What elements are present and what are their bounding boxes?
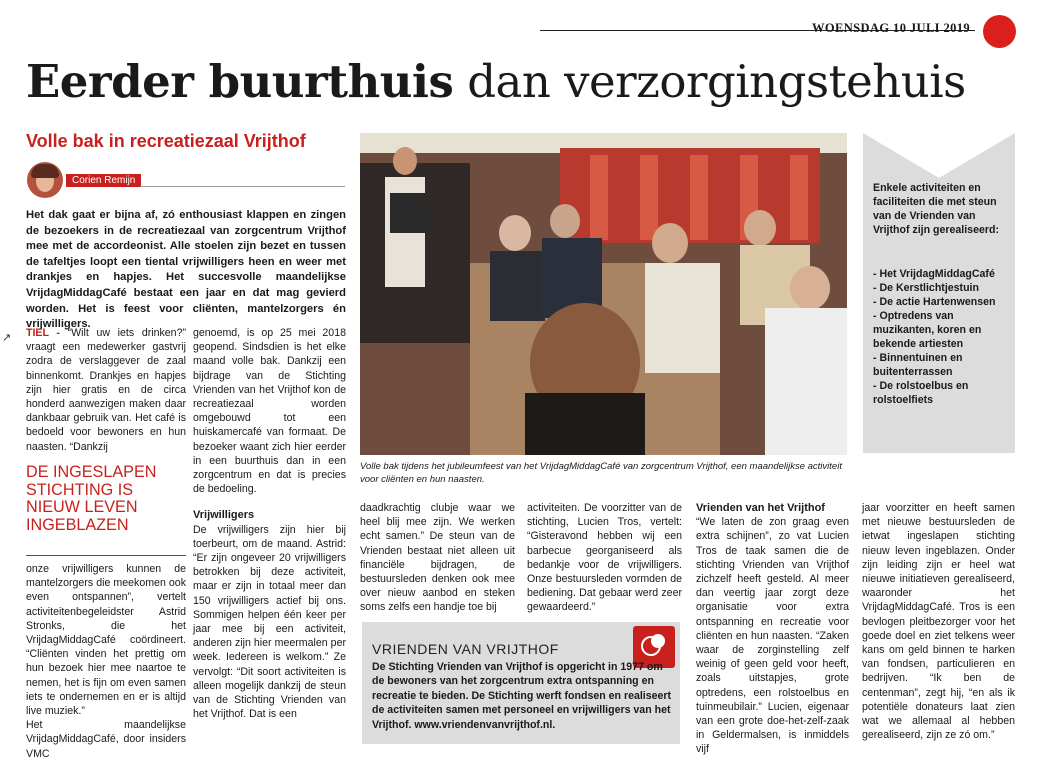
author-byline: Corien Remijn: [66, 174, 141, 187]
headline-bold: Eerder buurthuis: [26, 55, 454, 108]
col2-text-b: De vrijwilligers zijn hier bij toerbeurt, om de maand. Astrid: “Er zijn ongeveer 20 vrijwilligers betrokken bij deze activiteit, maar er zijn in totaal meer dan 150 vrijwilligers actief bij ons. Sommigen helpen één keer per jaar mee bij een activiteit, anderen zijn hier meermalen per week. Iedereen is welkom.” Ze vervolgt: “Dit soort activiteiten is alleen mogelijk dankzij de steun van de Stichting Vrienden van het Vrijthof. Dat is een: [193, 523, 346, 721]
speech-bubble-icon: i: [633, 626, 675, 668]
sidebar-list: [873, 267, 1013, 407]
pull-quote-rule: [26, 555, 186, 556]
list-item: - Het VrijdagMiddagCafé: [873, 268, 995, 280]
info-box-title: VRIENDEN VAN VRIJTHOF: [372, 641, 559, 657]
column-4: activiteiten. De voorzitter van de stichting, Lucien Tros, vertelt: “Gisteravond hebben wij een barbecue georganiseerd als bedankje voor de vrijwilligers. Onze bestuursleden vormden de bediening. Dat gebaar werd zeer gewaardeerd.”: [527, 502, 682, 614]
col5-heading: Vrienden van het Vrijthof: [696, 502, 825, 514]
sidebar-notch: [863, 133, 1015, 178]
column-1-top: [26, 326, 186, 454]
publication-date: WOENSDAG 10 JULI 2019: [812, 21, 971, 35]
headline: [26, 52, 966, 112]
article-subhead: Volle bak in recreatiezaal Vrijthof: [26, 131, 306, 151]
cursor-icon: ↗: [2, 332, 12, 344]
article-intro: Het dak gaat er bijna af, zó enthousiast klappen en zingen de bezoekers in de recreatiezaal van zorgcentrum Vrijthof mee met de accordeonist. Alle stoelen zijn bezet en tussen de tafeltjes loopt een tiental vrijwilligers heen en weer met drankjes en hapjes. Het succesvolle maandelijkse VrijdagMiddagCafé bestaat een jaar en dat mag gevierd worden. Het is feest voor cliënten, mantelzorgers én vrijwilligers.: [26, 209, 346, 331]
author-avatar: [27, 162, 63, 198]
col1-bottom-a: onze vrijwilligers kunnen de mantelzorgers die meekomen ook even ontspannen”, vertelt activiteitenbegeleidster Astrid Stronks, die het VrijdagMiddagCafé coördineert. “Cliënten vinden het prettig om hun bezoek hier mee naartoe te nemen, het is fijn om even samen iets te ondernemen en er is altijd live muziek.”: [26, 563, 186, 718]
col2-heading: Vrijwilligers: [193, 509, 255, 522]
list-item: - Binnentuinen en buitenterrassen: [873, 352, 963, 378]
list-item: - De rolstoelbus en rolstoelfiets: [873, 380, 969, 406]
column-6: jaar voorzitter en heeft samen met nieuwe bestuursleden de ietwat ingeslapen stichting nieuw leven ingeblazen. Onder zijn leiding zijn er heel wat nieuwe initiatieven gerealiseerd, waaronder het VrijdagMiddagCafé. Tros is een bevlogen pleitbezorger voor het goede doel en ziet telkens weer kans om geld binnen te harken van fondsen, particulieren en bedrijven. “Ik ben de centenman”, zegt hij, “en als ik potentiële donateurs laat zien wat we allemaal al hebben gerealiseerd, zijn ze zó om.”: [862, 502, 1015, 742]
column-2: [193, 326, 346, 721]
sidebar-intro: Enkele activiteiten en faciliteiten die met steun van de Vrienden van Vrijthof zijn gerealiseerd:: [873, 182, 999, 236]
photo-illustration: [360, 133, 847, 455]
list-item: - De actie Hartenwensen: [873, 296, 996, 308]
col1-bottom-b: Het maandelijkse VrijdagMiddagCafé, door insiders VMC: [26, 719, 186, 760]
red-dot-logo: [983, 15, 1016, 48]
article-photo: [360, 133, 847, 455]
headline-light: dan verzorgingstehuis: [467, 55, 966, 108]
info-box-body: De Stichting Vrienden van Vrijthof is opgericht in 1977 om de bewoners van het zorgcentrum extra ontspanning en recreatie te bieden. De Stichting werft fondsen en realiseert de activiteiten samen met personeel en vrijwilligers van het Vrijthof. www.vriendenvanvrijthof.nl.: [372, 661, 672, 731]
dateline: TIEL -: [26, 327, 60, 339]
col2-text-a: genoemd, is op 25 mei 2018 geopend. Sindsdien is het elke maand volle bak. Dankzij een bijdrage van de Stichting Vrienden van het Vrijthof kon de recreatiezaal worden omgebouwd tot een huiskamercafé van formaat. De bezoeker waant zich hier eerder in een buurthuis dan in een zorgcentrum en dat is precies de bedoeling.: [193, 327, 346, 496]
col1-top-text: “Wilt uw iets drinken?” vraagt een medewerker gastvrij zodra de verslaggever de zaal binnenkomt. Drankjes en hapjes zijn hier gratis en de circa honderd aanwezigen maken daar dankbaar gebruik van. Het café is bedoeld voor bewoners en hun naasten. “Dankzij: [26, 327, 186, 453]
photo-caption: Volle bak tijdens het jubileumfeest van het VrijdagMiddagCafé van zorgcentrum Vrijthof, een maandelijkse activiteit voor cliënten en hun naasten.: [360, 461, 842, 485]
list-item: - De Kerstlichtjestuin: [873, 282, 979, 294]
list-item: - Optredens van muzikanten, koren en bekende artiesten: [873, 310, 982, 350]
column-1-bottom: [26, 562, 186, 761]
column-5: [696, 501, 849, 757]
col5-text: “We laten de zon graag even extra schijnen”, zo vat Lucien Tros de taak samen die de stichting Vrienden van Vrijthof zichzelf heeft gesteld. Al meer dan veertig jaar zorgt deze organisatie voor extra ontspanning en recreatie voor cliënten en hun naasten. “Zaken waar de zorginstelling zelf weinig of geen geld voor heeft, zoals uitstapjes, grote optredens, een rolstoelbus en tuinmeubilair.” Lucien, eigenaar van een grote doe-het-zelf-zaak in Geldermalsen, is inmiddels vijf: [696, 516, 849, 756]
byline-rule: [140, 186, 345, 187]
pull-quote: DE INGESLAPEN STICHTING IS NIEUW LEVEN INGEBLAZEN: [26, 463, 157, 534]
column-3: daadkrachtig clubje waar we heel blij mee zijn. We werken echt samen.” De steun van de Vrienden bestaat niet alleen uit financiële bijdragen, de bestuursleden denken ook mee over nieuw aanbod en steken soms zelfs een handje toe bij: [360, 502, 515, 614]
